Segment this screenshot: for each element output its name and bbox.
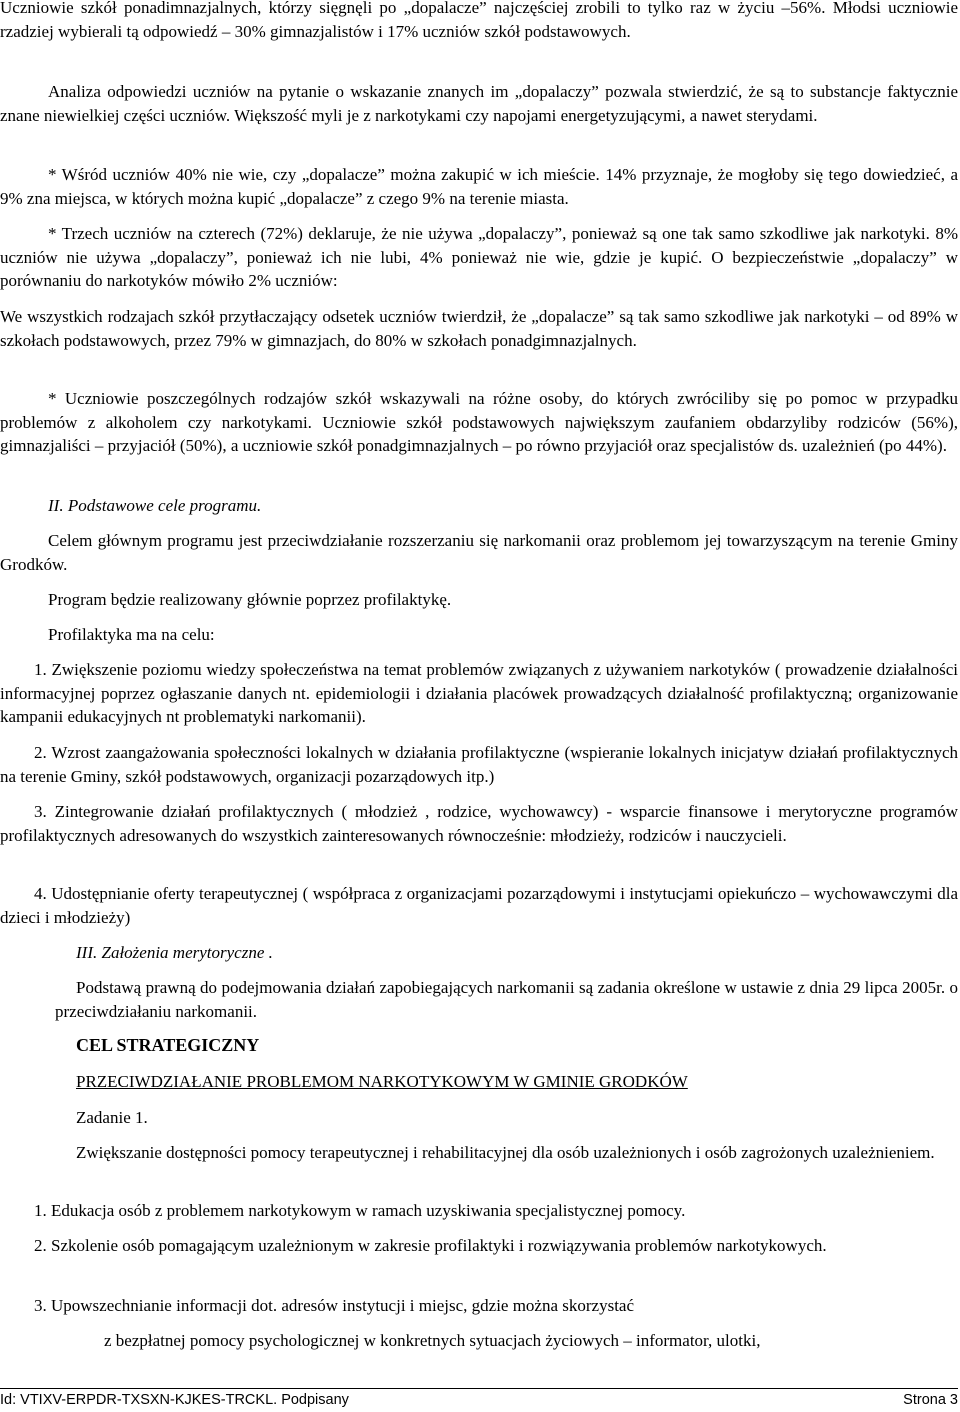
page-footer <box>0 1388 958 1412</box>
strategic-goal-heading: CEL STRATEGICZNY <box>76 1035 260 1055</box>
paragraph-4: * Trzech uczniów na czterech (72%) deklaruje, że nie używa „dopalaczy”, ponieważ są one tak samo szkodliwe jak narkotyki. 8% uczniów nie używa „dopalaczy”, ponieważ ich nie lubi, 4% ponieważ nie wie, gdzie je kupić. O bezpieczeństwie „dopalaczy” w porównaniu do narkotyków mówiło 2% uczniów: <box>0 224 958 290</box>
paragraph-2: Analiza odpowiedzi uczniów na pytanie o wskazanie znanych im „dopalaczy” pozwala stwierdzić, że są to substancje faktycznie znane niewielkiej części uczniów. Większość myli je z narkotykami czy napojami energetyzującymi, a nawet sterydami. <box>0 82 958 125</box>
page-number: Strona 3 <box>903 1392 958 1408</box>
task-description: Zwiększanie dostępności pomocy terapeutycznej i rehabilitacyjnej dla osób uzależnionych i osób zagrożonych uzależnieniem. <box>76 1143 935 1162</box>
list-item-3: 3. Zintegrowanie działań profilaktycznych ( młodzież , rodzice, wychowawcy) - wsparcie finansowe i merytoryczne programów profilaktycznych adresowanych do wszystkich zainteresowanych równocześnie: młodzieży, rodziców i nauczycieli. <box>0 802 958 845</box>
paragraph-6: * Uczniowie poszczególnych rodzajów szkół wskazywali na różne osoby, do których zwróciliby się po pomoc w przypadku problemów z alkoholem czy narkotykami. Uczniowie szkół podstawowych największym zaufaniem obdarzyliby rodziców (56%), gimnazjaliści – przyjaciół (50%), a uczniowie szkół ponadgimnazjalnych – po równo przyjaciół oraz specjalistów ds. uzależnień (po 44%). <box>0 389 958 455</box>
task-item-1: 1. Edukacja osób z problemem narkotykowym w ramach uzyskiwania specjalistycznej pomocy. <box>34 1201 686 1220</box>
task-item-2: 2. Szkolenie osób pomagającym uzależnionym w zakresie profilaktyki i rozwiązywania problemów narkotykowych. <box>34 1236 827 1255</box>
list-item-1: 1. Zwiększenie poziomu wiedzy społeczeństwa na temat problemów związanych z używaniem narkotyków ( prowadzenie działalności informacyjnej poprzez ogłaszanie danych nt. epidemiologii i działania placówek prowadzących działalność profilaktyczną; organizowanie kampanii edukacyjnych nt problematyki narkomanii). <box>0 660 958 726</box>
task-item-3: 3. Upowszechnianie informacji dot. adresów instytucji i miejsc, gdzie można skorzystać <box>34 1296 635 1315</box>
document-id: Id: VTIXV-ERPDR-TXSXN-KJKES-TRCKL. Podpisany <box>0 1392 349 1408</box>
list-item-4: 4. Udostępnianie oferty terapeutycznej ( współpraca z organizacjami pozarządowymi i instytucjami opiekuńczo – wychowawczymi dla dzieci i młodzieży) <box>0 884 958 927</box>
paragraph-9: Profilaktyka ma na celu: <box>48 625 215 644</box>
paragraph-1: Uczniowie szkół ponadimnazjalnych, którzy sięgnęli po „dopalacze” najczęściej zrobili to tylko raz w życiu –56%. Młodsi uczniowie rzadziej wybierali tą odpowiedź – 30% gimnazjalistów i 17% uczniów szkół podstawowych. <box>0 0 958 41</box>
paragraph-5: We wszystkich rodzajach szkół przytłaczający odsetek uczniów twierdził, że „dopalacze” są tak samo szkodliwe jak narkotyki – od 89% w szkołach podstawowych, przez 79% w gimnazjach, do 80% w szkołach ponadgimnazjalnych. <box>0 307 958 350</box>
paragraph-8: Program będzie realizowany głównie poprzez profilaktykę. <box>48 590 452 609</box>
task-heading: Zadanie 1. <box>76 1108 148 1127</box>
list-item-2: 2. Wzrost zaangażowania społeczności lokalnych w działania profilaktyczne (wspieranie lokalnych inicjatyw działań profilaktycznych na terenie Gminy, szkół podstawowych, organizacji pozarządowych itp.) <box>0 743 958 786</box>
strategic-goal-title: PRZECIWDZIAŁANIE PROBLEMOM NARKOTYKOWYM W GMINIE GRODKÓW <box>76 1072 688 1091</box>
task-item-3-continued: z bezpłatnej pomocy psychologicznej w konkretnych sytuacjach życiowych – informator, ulotki, <box>104 1331 761 1350</box>
paragraph-7: Celem głównym programu jest przeciwdziałanie rozszerzaniu się narkomanii oraz problemom jej towarzyszącym na terenie Gminy Grodków. <box>0 531 958 574</box>
paragraph-3: * Wśród uczniów 40% nie wie, czy „dopalacze” można zakupić w ich mieście. 14% przyznaje, że mogłoby się tego dowiedzieć, a 9% zna miejsca, w których można kupić „dopalacze” z czego 9% na terenie miasta. <box>0 165 958 208</box>
section-heading-2: II. Podstawowe cele programu. <box>48 496 262 515</box>
paragraph-legal-basis: Podstawą prawną do podejmowania działań zapobiegających narkomanii są zadania określone w ustawie z dnia 29 lipca 2005r. o przeciwdziałaniu narkomanii. <box>55 978 958 1021</box>
section-heading-3: III. Założenia merytoryczne . <box>76 943 273 962</box>
